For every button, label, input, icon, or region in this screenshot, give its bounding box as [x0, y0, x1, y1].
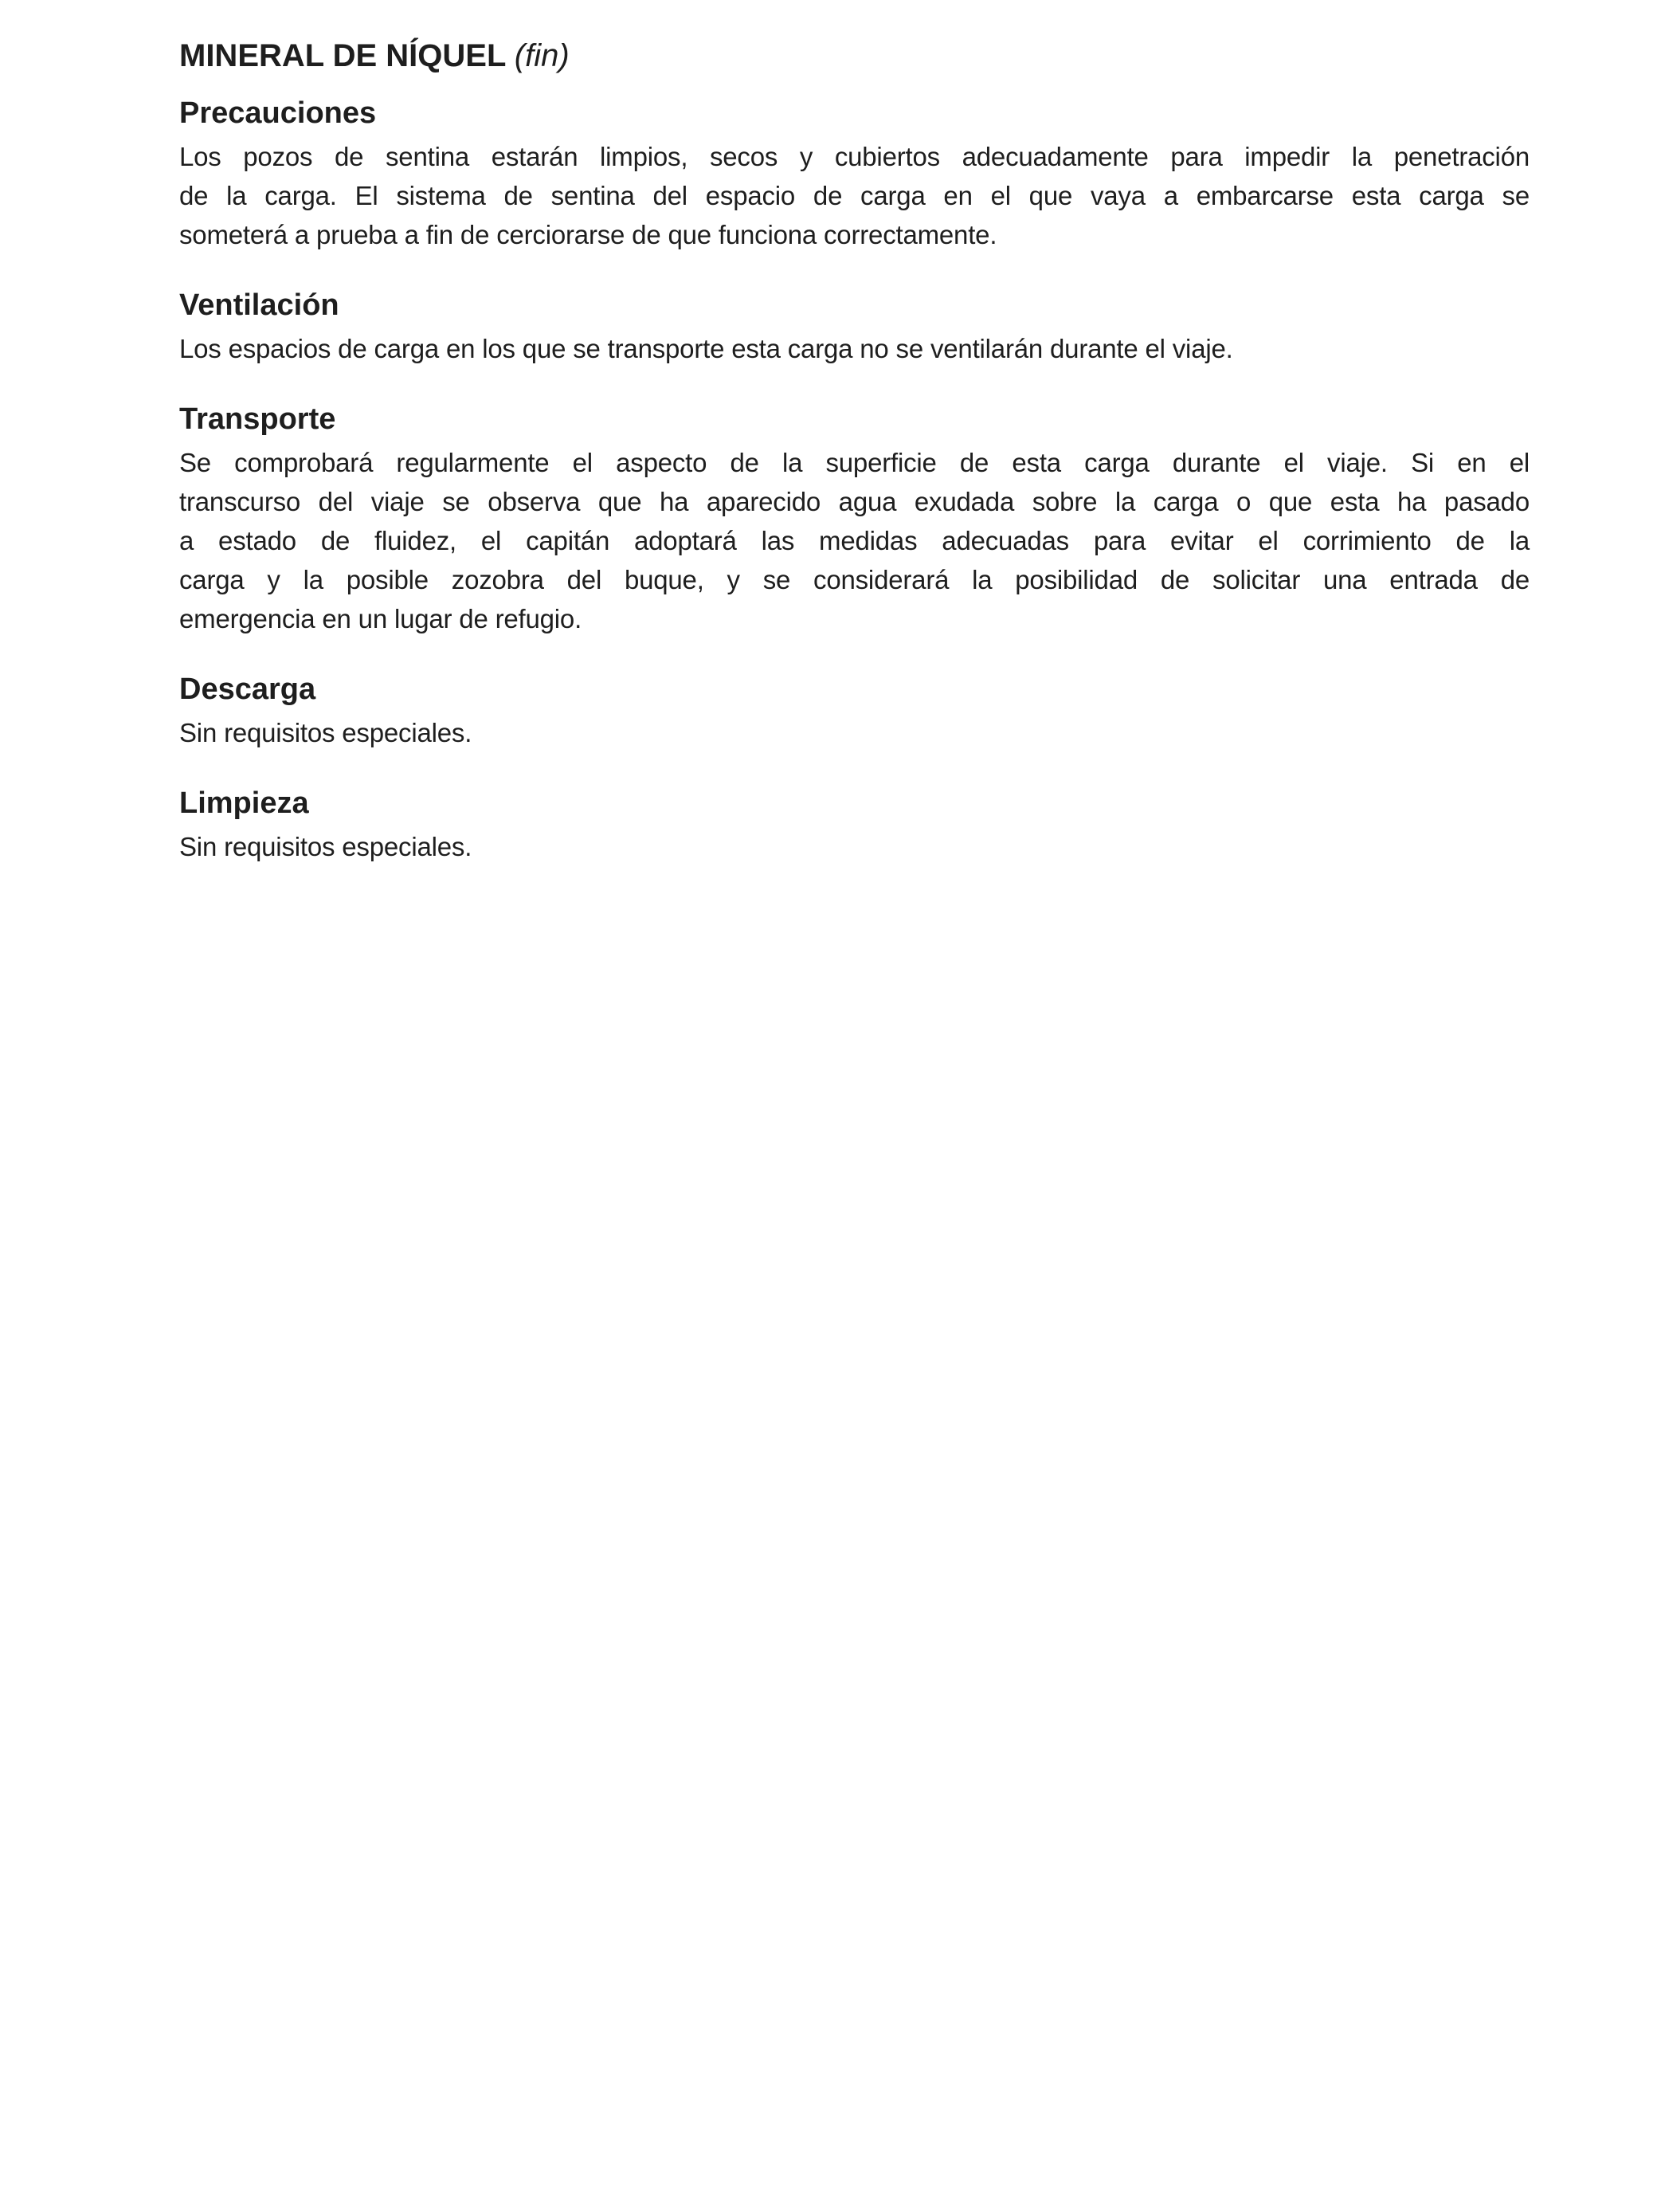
section-heading: Descarga [179, 673, 316, 706]
section-limpieza [179, 782, 1530, 866]
section-heading: Limpieza [179, 786, 309, 820]
section-descarga [179, 669, 1530, 752]
section-ventilacion [179, 284, 1530, 368]
body-text-line: a estado de fluidez, el capitán adoptará las medidas adecuadas para evitar el corrimiento de la [179, 526, 1530, 555]
document-page [179, 32, 1530, 896]
section-heading: Ventilación [179, 288, 339, 322]
body-text-line: de la carga. El sistema de sentina del espacio de carga en el que vaya a embarcarse esta carga se [179, 181, 1530, 210]
body-text-line: transcurso del viaje se observa que ha aparecido agua exudada sobre la carga o que esta ha pasado [179, 487, 1530, 516]
body-text-line: emergencia en un lugar de refugio. [179, 604, 582, 633]
section-heading: Precauciones [179, 96, 377, 130]
title-main: MINERAL DE NÍQUEL [179, 38, 506, 73]
section-precauciones [179, 92, 1530, 254]
page-title [179, 32, 1530, 80]
body-text-line: Los espacios de carga en los que se transporte esta carga no se ventilarán durante el viaje. [179, 334, 1233, 363]
section-transporte [179, 398, 1530, 638]
sections [179, 92, 1530, 866]
body-text-line: Los pozos de sentina estarán limpios, secos y cubiertos adecuadamente para impedir la penetración [179, 142, 1530, 171]
title-suffix: (fin) [514, 38, 570, 73]
body-text-line: Se comprobará regularmente el aspecto de la superficie de esta carga durante el viaje. Si en el [179, 448, 1530, 477]
body-text-line: carga y la posible zozobra del buque, y se considerará la posibilidad de solicitar una entrada de [179, 565, 1530, 594]
body-text-line: Sin requisitos especiales. [179, 718, 472, 747]
section-heading: Transporte [179, 402, 336, 436]
body-text-line: Sin requisitos especiales. [179, 832, 472, 861]
body-text-line: someterá a prueba a fin de cerciorarse de que funciona correctamente. [179, 220, 997, 249]
